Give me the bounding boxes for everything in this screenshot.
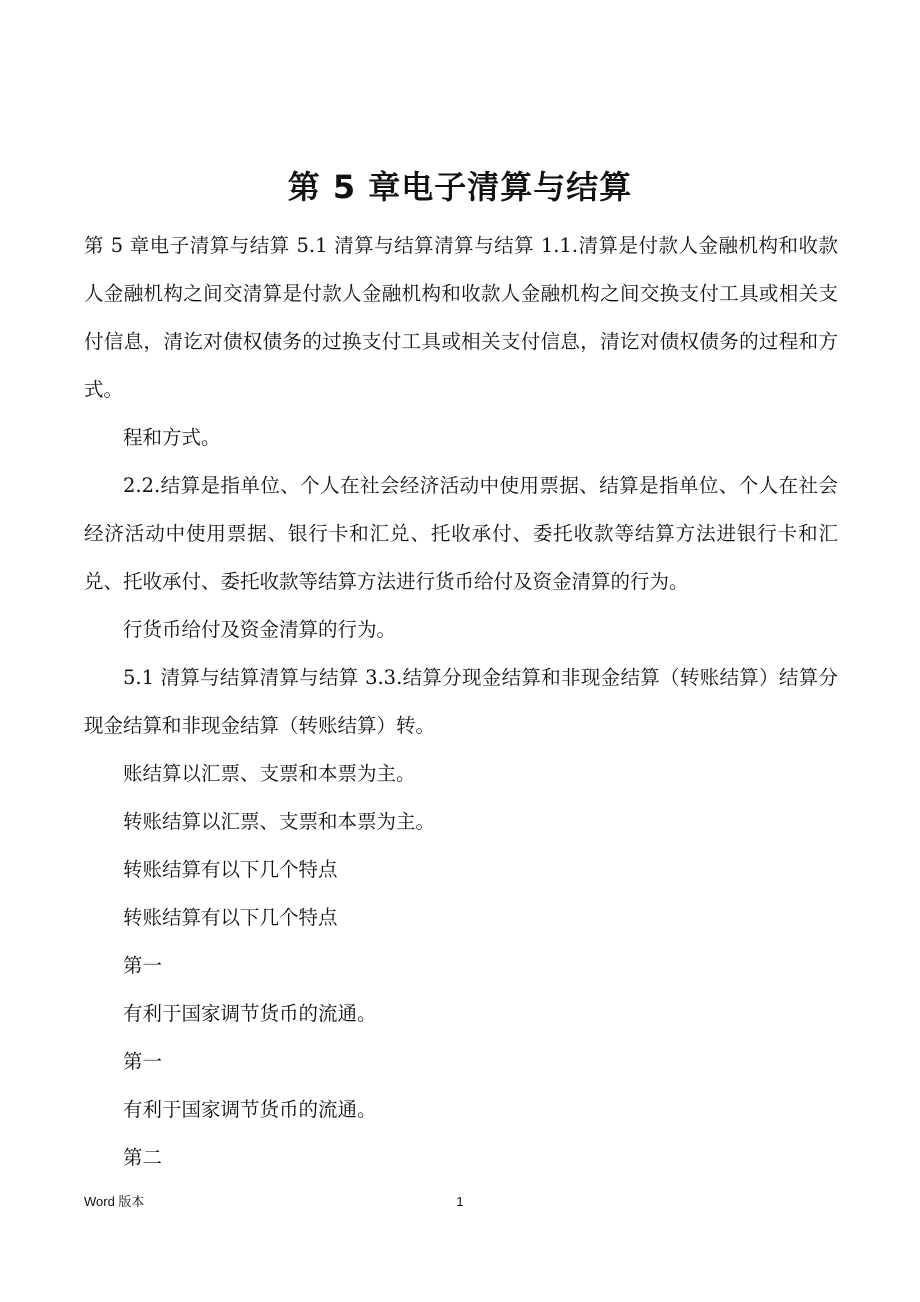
paragraph: 第 5 章电子清算与结算 5.1 清算与结算清算与结算 1.1.清算是付款人金融机构和收款人金融机构之间交清算是付款人金融机构和收款人金融机构之间交换支付工具或相关支付信息，清讫对债权债务的过换支付工具或相关支付信息，清讫对债权债务的过程和方式。 [84, 234, 838, 401]
paragraph: 行货币给付及资金清算的行为。 [123, 618, 397, 641]
paragraph: 第一 [123, 954, 163, 977]
paragraph: 第一 [123, 1050, 163, 1073]
paragraph: 转账结算有以下几个特点 [123, 906, 338, 929]
paragraph: 账结算以汇票、支票和本票为主。 [123, 762, 416, 785]
paragraph: 第二 [123, 1146, 163, 1169]
paragraph: 转账结算有以下几个特点 [123, 858, 338, 881]
paragraph: 有利于国家调节货币的流通。 [123, 1002, 377, 1025]
footer-label: Word 版本 [84, 1194, 145, 1209]
document-body [84, 222, 838, 1182]
paragraph: 5.1 清算与结算清算与结算 3.3.结算分现金结算和非现金结算（转账结算）结算分现金结算和非现金结算（转账结算）转。 [84, 666, 838, 737]
paragraph: 有利于国家调节货币的流通。 [123, 1098, 377, 1121]
document-title: 第 5 章电子清算与结算 [287, 168, 633, 207]
paragraph: 程和方式。 [123, 426, 221, 449]
page-number: 1 [456, 1194, 464, 1209]
paragraph: 2.2.结算是指单位、个人在社会经济活动中使用票据、结算是指单位、个人在社会经济活动中使用票据、银行卡和汇兑、托收承付、委托收款等结算方法进银行卡和汇兑、托收承付、委托收款等结算方法进行货币给付及资金清算的行为。 [84, 474, 838, 593]
paragraph: 转账结算以汇票、支票和本票为主。 [123, 810, 436, 833]
